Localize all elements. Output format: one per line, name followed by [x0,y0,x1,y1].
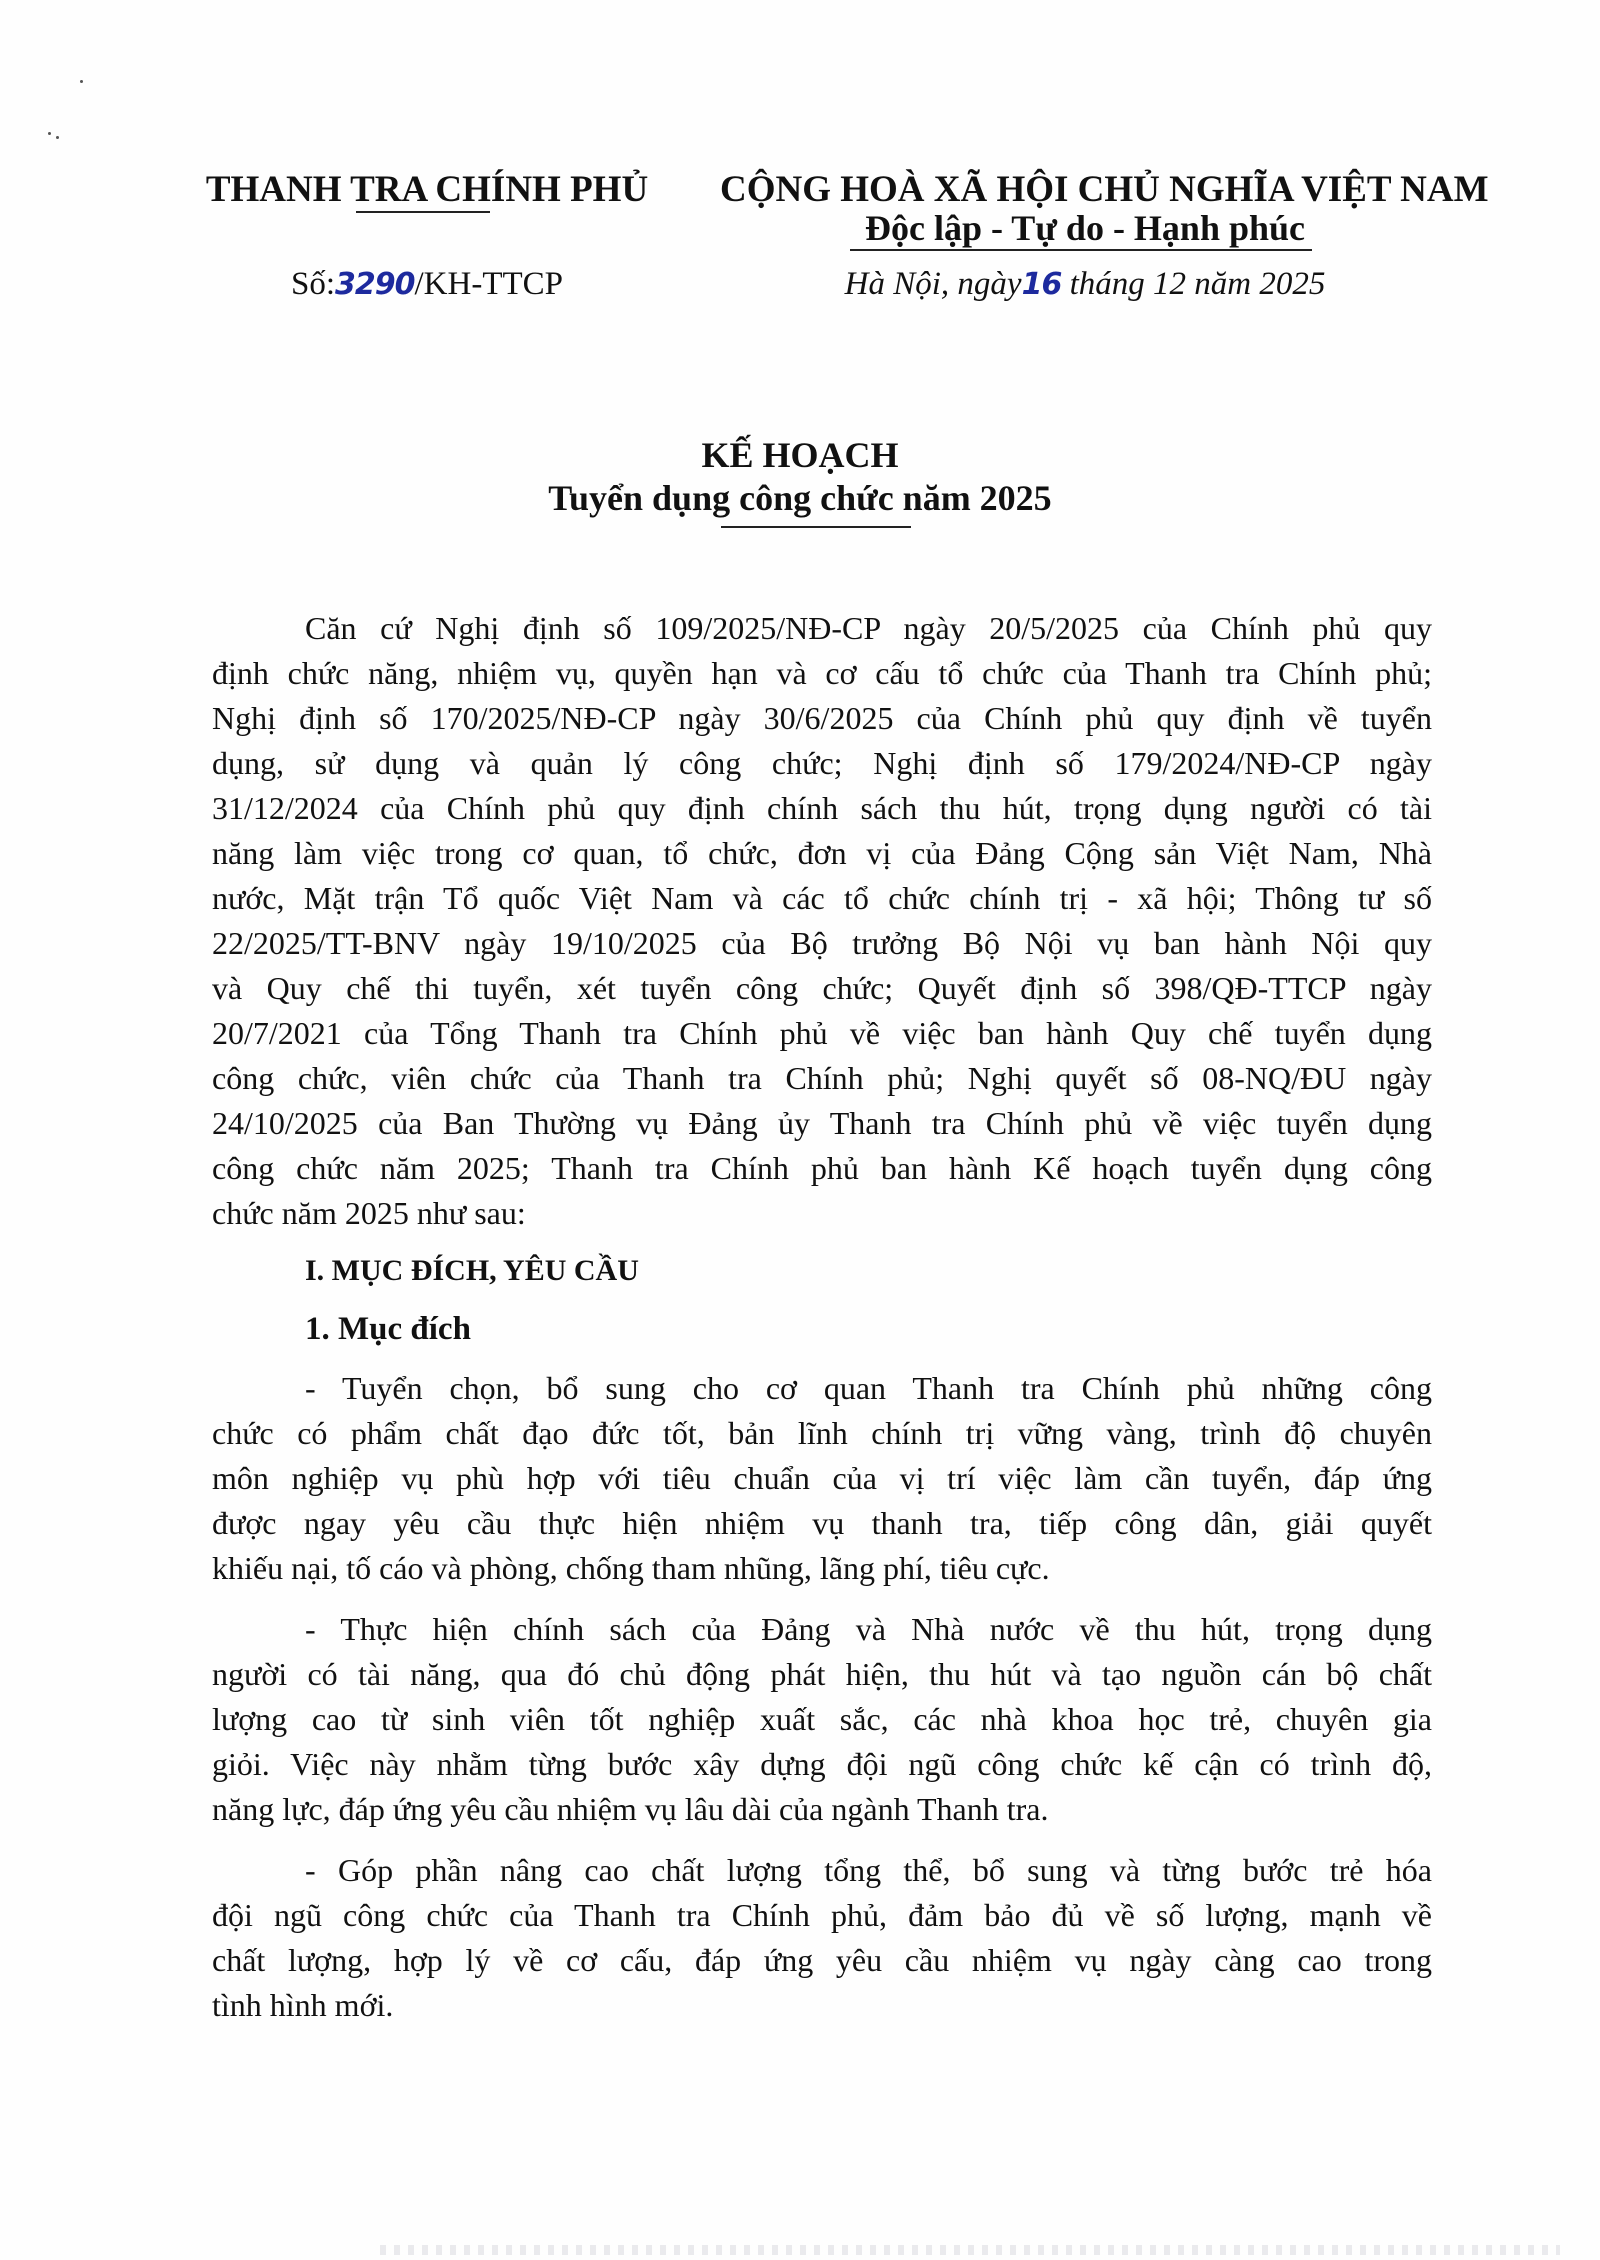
paragraph-line: nước, Mặt trận Tổ quốc Việt Nam và các tổ chức chính trị - xã hội; Thông tư số [212,880,1432,916]
paragraph-line: dụng, sử dụng và quản lý công chức; Nghị định số 179/2024/NĐ-CP ngày [212,745,1432,781]
title-underline [721,526,911,528]
paragraph-line: được ngay yêu cầu thực hiện nhiệm vụ thanh tra, tiếp công dân, giải quyết [212,1505,1432,1541]
paragraph-line: năng lực, đáp ứng yêu cầu nhiệm vụ lâu dài của ngành Thanh tra. [212,1791,1049,1827]
scan-specks [28,40,108,160]
paragraph-line: công chức năm 2025; Thanh tra Chính phủ ban hành Kế hoạch tuyển dụng công [212,1150,1432,1186]
document-subtitle: Tuyển dụng công chức năm 2025 [548,478,1052,518]
scan-speck [48,132,51,135]
purpose-list [212,1366,1432,2028]
national-motto: Độc lập - Tự do - Hạnh phúc [864,208,1306,248]
paragraph-line: - Tuyển chọn, bổ sung cho cơ quan Thanh tra Chính phủ những công [305,1370,1432,1406]
document-number-suffix: /KH-TTCP [414,266,564,302]
handwritten-day: 16 [1021,267,1062,302]
paragraph-line: chức năm 2025 như sau: [212,1195,526,1231]
issuing-agency: THANH TRA CHÍNH PHỦ [205,169,649,210]
paragraph-line: tình hình mới. [212,1987,394,2023]
paragraph-line: 22/2025/TT-BNV ngày 19/10/2025 của Bộ trưởng Bộ Nội vụ ban hành Nội quy [212,925,1432,961]
paragraph-line: 31/12/2024 của Chính phủ quy định chính sách thu hút, trọng dụng người có tài [212,790,1432,826]
document-body [212,606,1432,2028]
motto-underline [850,249,1312,251]
paragraph-line: định chức năng, nhiệm vụ, quyền hạn và cơ cấu tổ chức của Thanh tra Chính phủ; [212,655,1432,691]
scan-bleed-through [380,2245,1560,2255]
paragraph-line: khiếu nại, tố cáo và phòng, chống tham nhũng, lãng phí, tiêu cực. [212,1550,1050,1586]
section-heading: I. MỤC ĐÍCH, YÊU CẦU [305,1254,639,1287]
handwritten-number: 3290 [335,267,415,302]
date-suffix: tháng 12 năm 2025 [1061,266,1326,302]
purpose-item [212,1366,1432,1591]
date-prefix: Hà Nội, ngày [844,266,1022,302]
subsection-heading: 1. Mục đích [305,1311,471,1347]
purpose-item [212,1848,1432,2028]
scan-speck [80,80,83,83]
paragraph-line: 24/10/2025 của Ban Thường vụ Đảng ủy Thanh tra Chính phủ về việc tuyển dụng [212,1105,1432,1141]
paragraph-line: - Góp phần nâng cao chất lượng tổng thể, bổ sung và từng bước trẻ hóa [305,1852,1432,1888]
purpose-item [212,1607,1432,1832]
document-number-prefix: Số: [290,266,336,302]
scan-speck [56,136,59,139]
paragraph-line: Nghị định số 170/2025/NĐ-CP ngày 30/6/2025 của Chính phủ quy định về tuyển [212,700,1432,736]
paragraph-line: lượng cao từ sinh viên tốt nghiệp xuất sắc, các nhà khoa học trẻ, chuyên gia [212,1701,1432,1737]
national-title: CỘNG HOÀ XÃ HỘI CHỦ NGHĨA VIỆT NAM [720,169,1489,210]
place-and-date [720,266,1450,303]
paragraph-line: năng làm việc trong cơ quan, tổ chức, đơn vị của Đảng Cộng sản Việt Nam, Nhà [212,835,1432,871]
paragraph-line: chất lượng, hợp lý về cơ cấu, đáp ứng yêu cầu nhiệm vụ ngày càng cao trong [212,1942,1432,1978]
paragraph-line: người có tài năng, qua đó chủ động phát hiện, thu hút và tạo nguồn cán bộ chất [212,1656,1432,1692]
paragraph-line: giỏi. Việc này nhằm từng bước xây dựng đội ngũ công chức kế cận có trình độ, [212,1746,1432,1782]
paragraph-line: và Quy chế thi tuyển, xét tuyển công chức; Quyết định số 398/QĐ-TTCP ngày [212,970,1432,1006]
paragraph-line: đội ngũ công chức của Thanh tra Chính phủ, đảm bảo đủ về số lượng, mạnh về [212,1897,1432,1933]
paragraph-line: công chức, viên chức của Thanh tra Chính phủ; Nghị quyết số 08-NQ/ĐU ngày [212,1060,1432,1096]
paragraph-line: 20/7/2021 của Tổng Thanh tra Chính phủ về việc ban hành Quy chế tuyển dụng [212,1015,1432,1051]
paragraph-line: môn nghiệp vụ phù hợp với tiêu chuẩn của vị trí việc làm cần tuyển, đáp ứng [212,1460,1432,1496]
paragraph-line: Căn cứ Nghị định số 109/2025/NĐ-CP ngày 20/5/2025 của Chính phủ quy [305,610,1432,646]
paragraph-line: chức có phẩm chất đạo đức tốt, bản lĩnh chính trị vững vàng, trình độ chuyên [212,1415,1432,1451]
preamble-paragraph [212,606,1432,1236]
document-title: KẾ HOẠCH [701,435,899,475]
paragraph-line: - Thực hiện chính sách của Đảng và Nhà nước về thu hút, trọng dụng [305,1611,1432,1647]
agency-underline [356,211,490,213]
